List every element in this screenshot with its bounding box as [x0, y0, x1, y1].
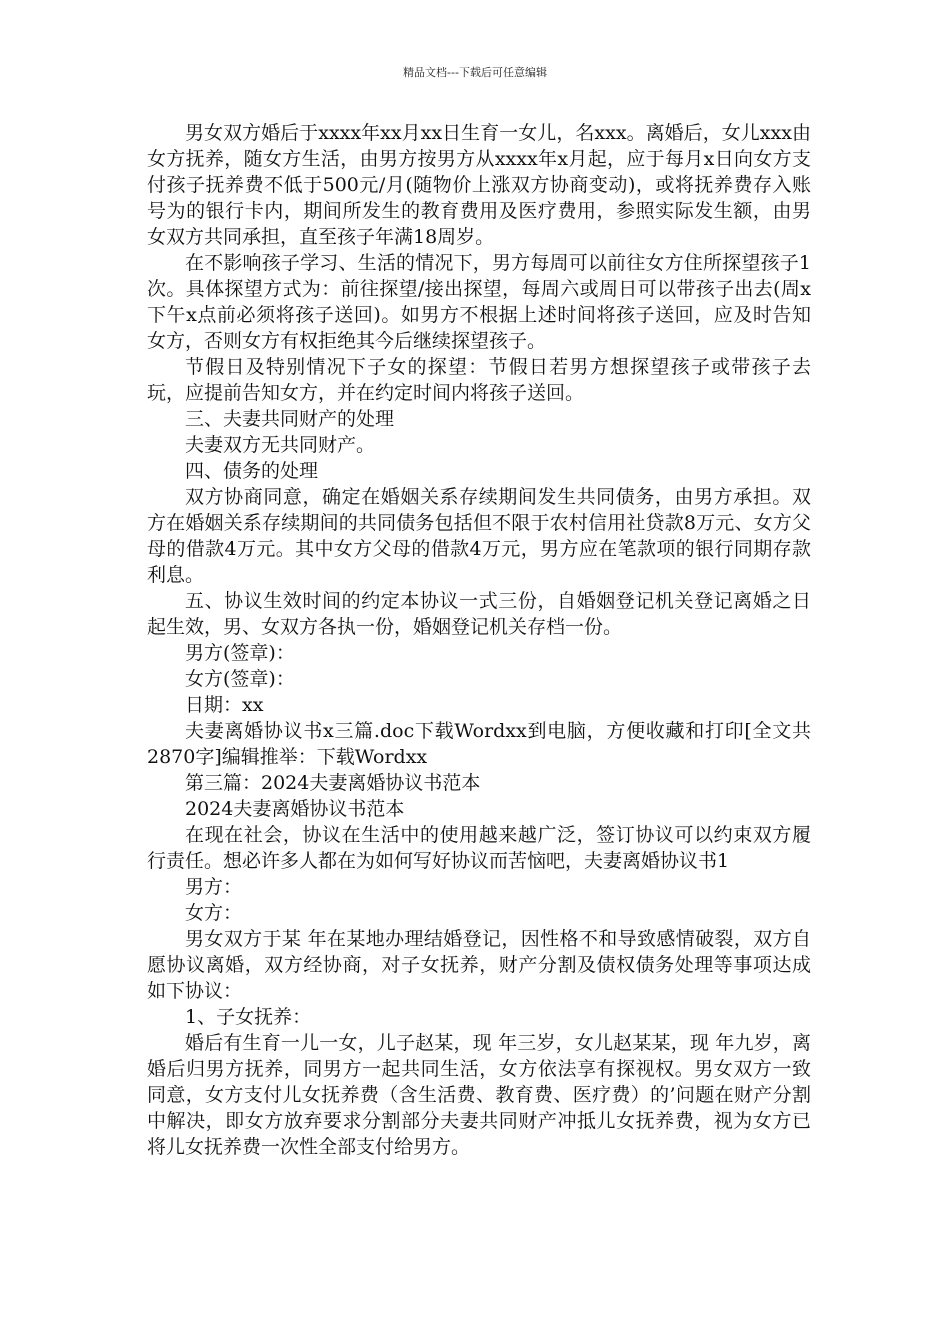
party-husband: 男方：: [185, 876, 243, 898]
paragraph-child-custody: 男女双方婚后于xxxx年xx月xx日生育一女儿，名xxx。离婚后，女儿xxx由女方抚养，随女方生活，由男方按男方从xxxx年x月起，应于每月x日向女方支付孩子抚养费不低于500元/月(随物价上涨双方协商变动)，或将抚养费存入账号为的银行卡内，期间所发生的教育费用及医疗费用，参照实际发生额，由男女双方共同承担，直至孩子年满18周岁。: [147, 122, 811, 248]
date-line: 日期：xx: [185, 694, 264, 716]
section-heading-debt: 四、债务的处理: [185, 460, 319, 482]
section-heading-third: 第三篇：2024夫妻离婚协议书范本: [185, 772, 481, 794]
signature-line-wife: 女方(签章)：: [185, 668, 295, 690]
section-heading-custody: 1、子女抚养：: [185, 1006, 312, 1028]
paragraph-holiday-visitation: 节假日及特别情况下子女的探望：节假日若男方想探望孩子或带孩子去玩，应提前告知女方，并在约定时间内将孩子送回。: [147, 356, 811, 404]
download-note: 夫妻离婚协议书x三篇.doc下载Wordxx到电脑，方便收藏和打印[全文共2870字]编辑推举：下载Wordxx: [147, 720, 811, 768]
paragraph-intro: 在现在社会，协议在生活中的使用越来越广泛，签订协议可以约束双方履行责任。想必许多人都在为如何写好协议而苦恼吧，夫妻离婚协议书1: [147, 824, 811, 872]
section-heading-property: 三、夫妻共同财产的处理: [185, 408, 395, 430]
paragraph-property: 夫妻双方无共同财产。: [185, 434, 376, 456]
paragraph-custody-terms: 婚后有生育一儿一女，儿子赵某，现 年三岁，女儿赵某某，现 年九岁，离婚后归男方抚养，同男方一起共同生活，女方依法享有探视权。男女双方一致同意，女方支付儿女抚养费（含生活费、教育费、医疗费）的’问题在财产分割中解决，即女方放弃要求分割部分夫妻共同财产冲抵儿女抚养费，视为女方已将儿女抚养费一次性全部支付给男方。: [147, 1032, 811, 1158]
paragraph-debt: 双方协商同意，确定在婚姻关系存续期间发生共同债务，由男方承担。双方在婚姻关系存续期间的共同债务包括但不限于农村信用社贷款8万元、女方父母的借款4万元。其中女方父母的借款4万元，男方应在笔款项的银行同期存款利息。: [147, 486, 811, 586]
paragraph-visitation: 在不影响孩子学习、生活的情况下，男方每周可以前往女方住所探望孩子1次。具体探望方式为：前往探望/接出探望，每周六或周日可以带孩子出去(周x下午x点前必须将孩子送回)。如男方不根据上述时间将孩子送回，应及时告知女方，否则女方有权拒绝其今后继续探望孩子。: [147, 252, 811, 352]
paragraph-effective-date: 五、协议生效时间的约定本协议一式三份，自婚姻登记机关登记离婚之日起生效，男、女双方各执一份，婚姻登记机关存档一份。: [147, 590, 811, 638]
document-body: [147, 120, 811, 1160]
page-header: 精品文档---下载后可任意编辑: [403, 66, 547, 79]
document-subtitle: 2024夫妻离婚协议书范本: [185, 798, 405, 820]
signature-line-husband: 男方(签章)：: [185, 642, 295, 664]
party-wife: 女方：: [185, 902, 243, 924]
paragraph-agreement-intro: 男女双方于某 年在某地办理结婚登记，因性格不和导致感情破裂，双方自愿协议离婚，双方经协商，对子女抚养，财产分割及债权债务处理等事项达成如下协议：: [147, 928, 811, 1002]
